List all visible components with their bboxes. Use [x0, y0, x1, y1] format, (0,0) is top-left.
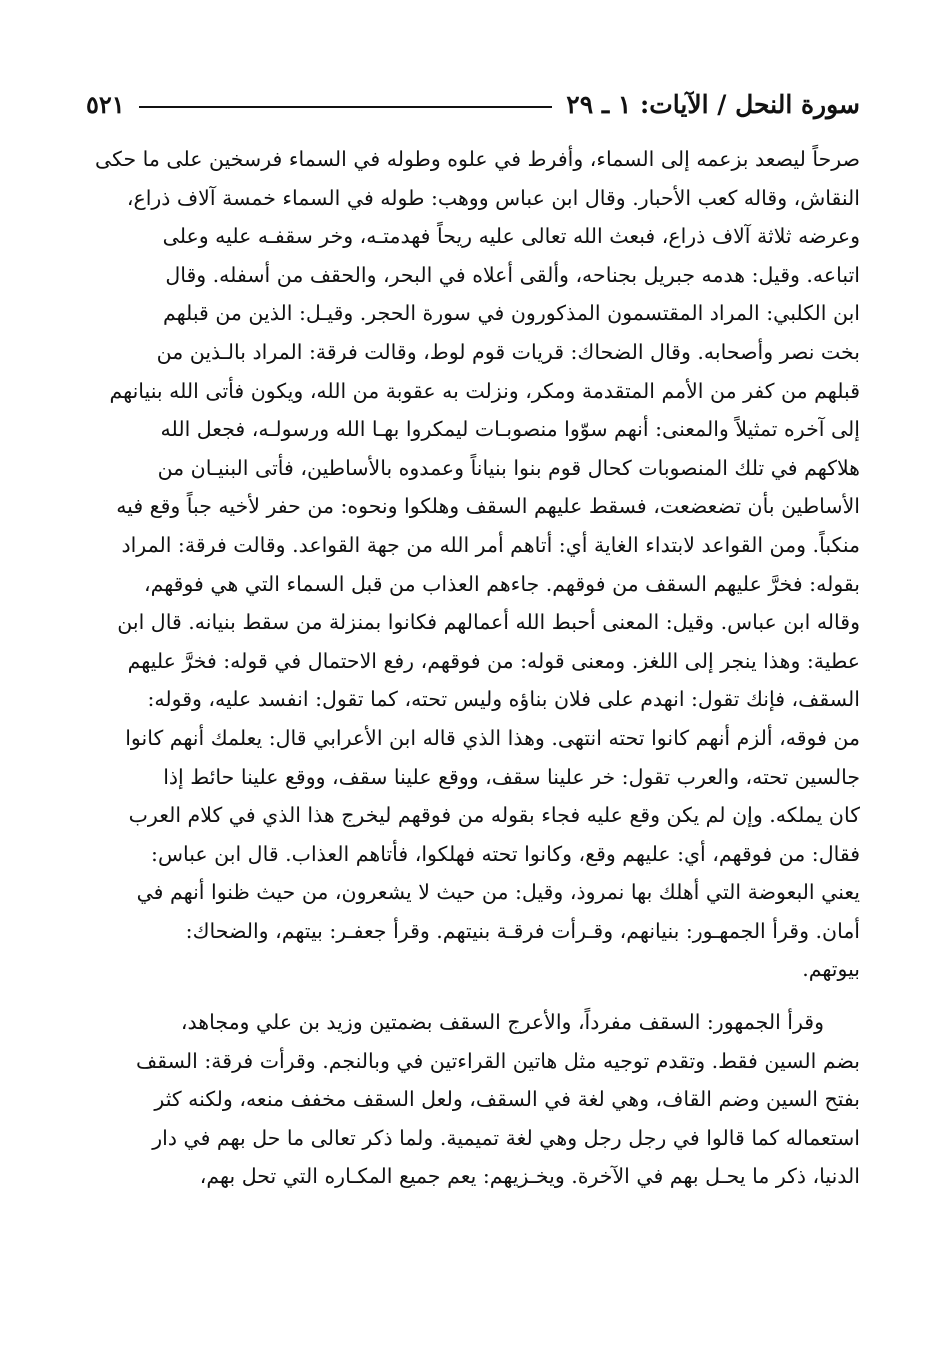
- running-header: [86, 84, 860, 124]
- text-line: الأساطين بأن تضعضعت، فسقط عليهم السقف وهلكوا ونحوه: من حفر لأخيه جباً وقع فيه: [116, 494, 860, 519]
- text-line: من فوقه، ألزم أنهم كانوا تحته انتهى. وهذا الذي قاله ابن الأعرابي قال: يعلمك أنهم كانوا: [125, 725, 860, 750]
- text-line: ابن الكلبي: المراد المقتسمون المذكورون في سورة الحجر. وقيـل: الذين من قبلهم: [162, 301, 860, 326]
- text-line: استعماله كما قالوا في رجل رجل وهي لغة تميمية. ولما ذكر تعالى ما حل بهم في دار: [152, 1125, 860, 1150]
- paragraph-2: [86, 1003, 860, 1196]
- text-line: فقال: من فوقهم، أي: عليهم وقع، وكانوا تحته فهلكوا، فأتاهم العذاب. قال ابن عباس:: [151, 841, 860, 866]
- text-line: إلى آخره تمثيلاً والمعنى: أنهم سوّوا منصوبـات ليمكروا بهـا الله ورسولـه، فجعل الله: [160, 417, 860, 442]
- text-line: بقوله: فخرَّ عليهم السقف من فوقهم. جاءهم العذاب من قبل السماء التي هي فوقهم،: [143, 571, 860, 596]
- text-line: الدنيا، ذكر ما يحـل بهم في الآخرة. ويخـزيهم: يعم جميع المكـاره التي تحل بهم،: [199, 1164, 860, 1189]
- text-line: السقف، فإنك تقول: انهدم على فلان بناؤه وليس تحته، كما تقول: انفسد عليه، وقوله:: [147, 687, 860, 712]
- text-line: كان يملكه. وإن لم يكن وقع عليه فجاء بقوله من فوقهم ليخرج هذا الذي في كلام العرب: [128, 803, 860, 828]
- text-line: جالسين تحته، والعرب تقول: خر علينا سقف، ووقع علينا سقف، ووقع علينا حائط إذا: [163, 764, 860, 789]
- text-line: وعرضه ثلاثة آلاف ذراع، فبعث الله تعالى عليه ريحاً فهدمتـه، وخر سقفـه عليه وعلى: [162, 224, 860, 249]
- text-line: النقاش، وقاله كعب الأحبار. وقال ابن عباس ووهب: طوله في السماء خمسة آلاف ذراع،: [126, 185, 860, 210]
- text-line: يعني البعوضة التي أهلك بها نمروذ، وقيل: من حيث لا يشعرون، من حيث ظنوا أنهم في: [136, 880, 860, 905]
- text-line: وقرأ الجمهور: السقف مفرداً، والأعرج السقف بضمتين وزيد بن علي ومجاهد،: [180, 1010, 824, 1035]
- page-number: ٥٢١: [86, 89, 125, 119]
- text-line: منكباً. ومن القواعد لابتداء الغاية أي: أتاهم أمر الله من جهة القواعد. وقالت فرقة: المراد: [121, 532, 860, 557]
- paragraph-gap: [86, 989, 860, 1003]
- text-line: بضم السين فقط. وتقدم توجيه مثل هاتين القراءتين في وبالنجم. وقرأت فرقة: السقف: [136, 1048, 860, 1073]
- text-line: وقاله ابن عباس. وقيل: المعنى أحبط الله أعمالهم فكانوا بمنزلة من سقط بنيانه. قال ابن: [117, 610, 860, 635]
- text-line: بيوتهم.: [802, 957, 860, 982]
- body-text: [86, 140, 860, 1196]
- text-line: اتباعه. وقيل: هدمه جبريل بجناحه، وألقى أعلاه في البحر، والحقف من أسفله. وقال: [165, 262, 860, 287]
- text-line: بخت نصر وأصحابه. وقال الضحاك: قريات قوم لوط، وقالت فرقة: المراد بالـذين من: [156, 339, 860, 364]
- header-title: سورة النحل / الآيات: ١ ـ ٢٩: [566, 89, 860, 119]
- text-line: عطية: وهذا ينجر إلى اللغز. ومعنى قوله: من فوقهم، رفع الاحتمال في قوله: فخرَّ عليهم: [127, 648, 860, 673]
- text-line: هلاكهم في تلك المنصوبات كحال قوم بنوا بنياناً وعمدوه بالأساطين، فأتى البنيـان من: [157, 455, 860, 480]
- paragraph-1: [86, 140, 860, 989]
- text-line: صرحاً ليصعد بزعمه إلى السماء، وأفرط في علوه وطوله في السماء فرسخين على ما حكى: [95, 147, 860, 171]
- text-line: أمان. وقرأ الجمهـور: بنيانهم، وقـرأت فرقـة بنيتهم. وقرأ جعفـر: بيتهم، والضحاك:: [185, 918, 860, 943]
- header-rule: [139, 106, 553, 108]
- text-line: بفتح السين وضم القاف، وهي لغة في السقف، ولعل السقف مخفف منعه، ولكنه كثر: [154, 1087, 860, 1112]
- text-line: قبلهم من كفر من الأمم المتقدمة ومكر، ونزلت به عقوبة من الله، ويكون فأتى الله بنيانهم: [109, 378, 860, 403]
